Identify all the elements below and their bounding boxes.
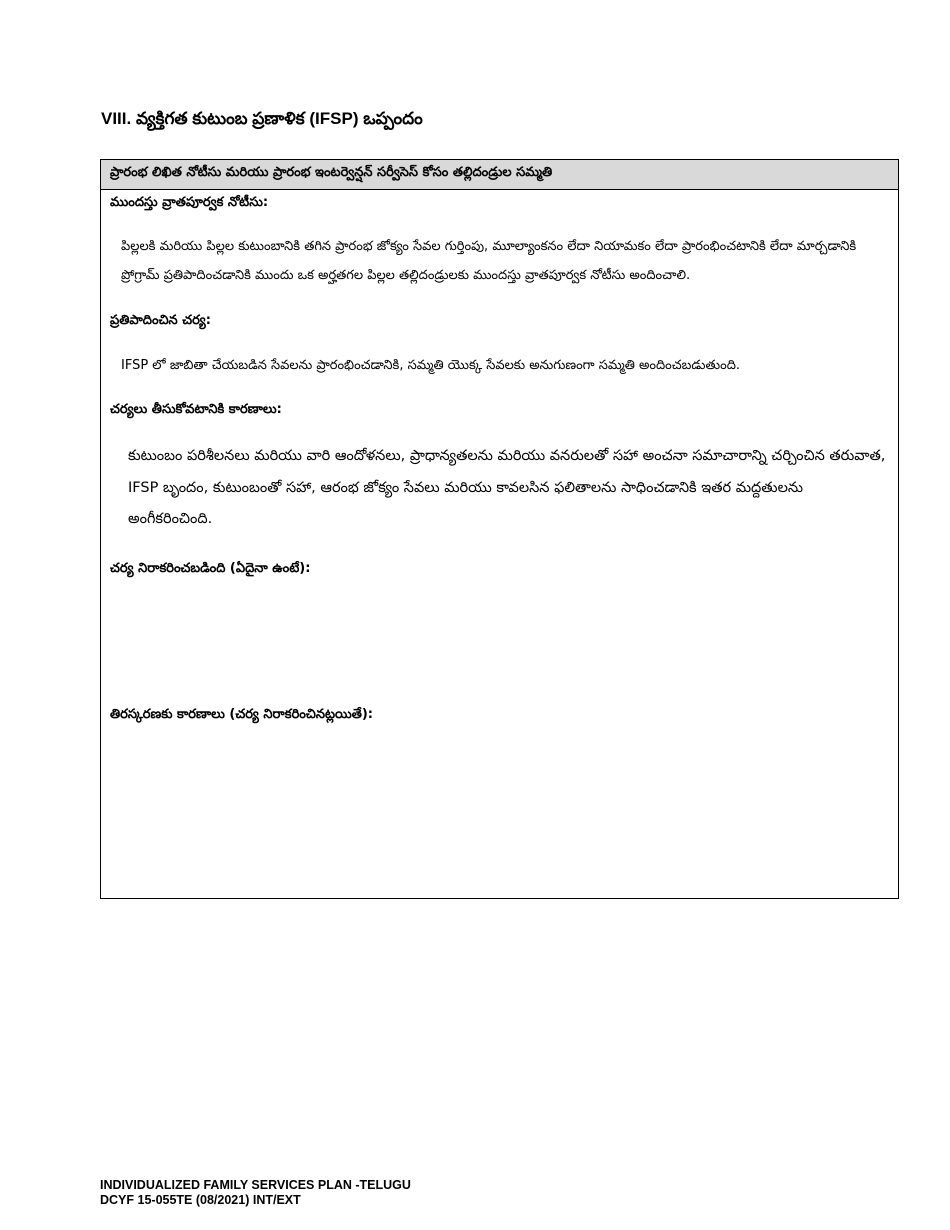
document-footer	[100, 1178, 411, 1208]
reasons-for-refusal-label: తిరస్కరణకు కారణాలు (చర్య నిరాకరించినట్లయితే):	[110, 707, 373, 722]
advance-notice-text: పిల్లలకి మరియు పిల్లల కుటుంబానికి తగిన ప్రారంభ జోక్యం సేవల గుర్తింపు, మూల్యాంకనం లేదా నియామకం లేదా ప్రారంభించటానికి లేదా మార్చడానికి ప్రోగ్రామ్ ప్రతిపాదించడానికి ముందు ఒక అర్హతగల పిల్లల తల్లిదండ్రులకు ముందస్తు వ్రాతపూర్వక నోటీసు అందించాలి.	[121, 239, 857, 283]
consent-notice-box	[100, 159, 899, 899]
section-title: VIII. వ్యక్తిగత కుటుంబ ప్రణాళిక (IFSP) ఒప్పందం	[101, 109, 423, 128]
box-header: ప్రారంభ లిఖిత నోటీసు మరియు ప్రారంభ ఇంటర్వెన్షన్ సర్వీసెస్ కోసం తల్లిదండ్రుల సమ్మతి	[101, 160, 898, 190]
action-refused-label: చర్య నిరాకరించబడింది (ఏదైనా ఉంటే):	[110, 561, 311, 576]
advance-notice-label: ముందస్తు వ్రాతపూర్వక నోటీసు:	[110, 195, 269, 210]
reasons-for-action-text: కుటుంబం పరిశీలనలు మరియు వారి ఆందోళనలు, ప్రాధాన్యతలను మరియు వనరులతో సహా అంచనా సమాచారాన్ని చర్చించిన తరువాత, IFSP బృందం, కుటుంబంతో సహా, ఆరంభ జోక్యం సేవలు మరియు కావలసిన ఫలితాలను సాధించడానికి ఇతర మద్దతులను అంగీకరించింది.	[128, 448, 886, 527]
proposed-action-label: ప్రతిపాదించిన చర్య:	[110, 313, 211, 328]
footer-form-number: DCYF 15-055TE (08/2021) INT/EXT	[100, 1193, 301, 1207]
proposed-action-text: IFSP లో జాబితా చేయబడిన సేవలను ప్రారంభించడానికి, సమ్మతి యొక్క సేవలకు అనుగుణంగా సమ్మతి అందించబడుతుంది.	[121, 358, 741, 373]
reasons-for-action-label: చర్యలు తీసుకోవటానికి కారణాలు:	[110, 402, 282, 417]
footer-plan-title: INDIVIDUALIZED FAMILY SERVICES PLAN -TELUGU	[100, 1178, 411, 1192]
